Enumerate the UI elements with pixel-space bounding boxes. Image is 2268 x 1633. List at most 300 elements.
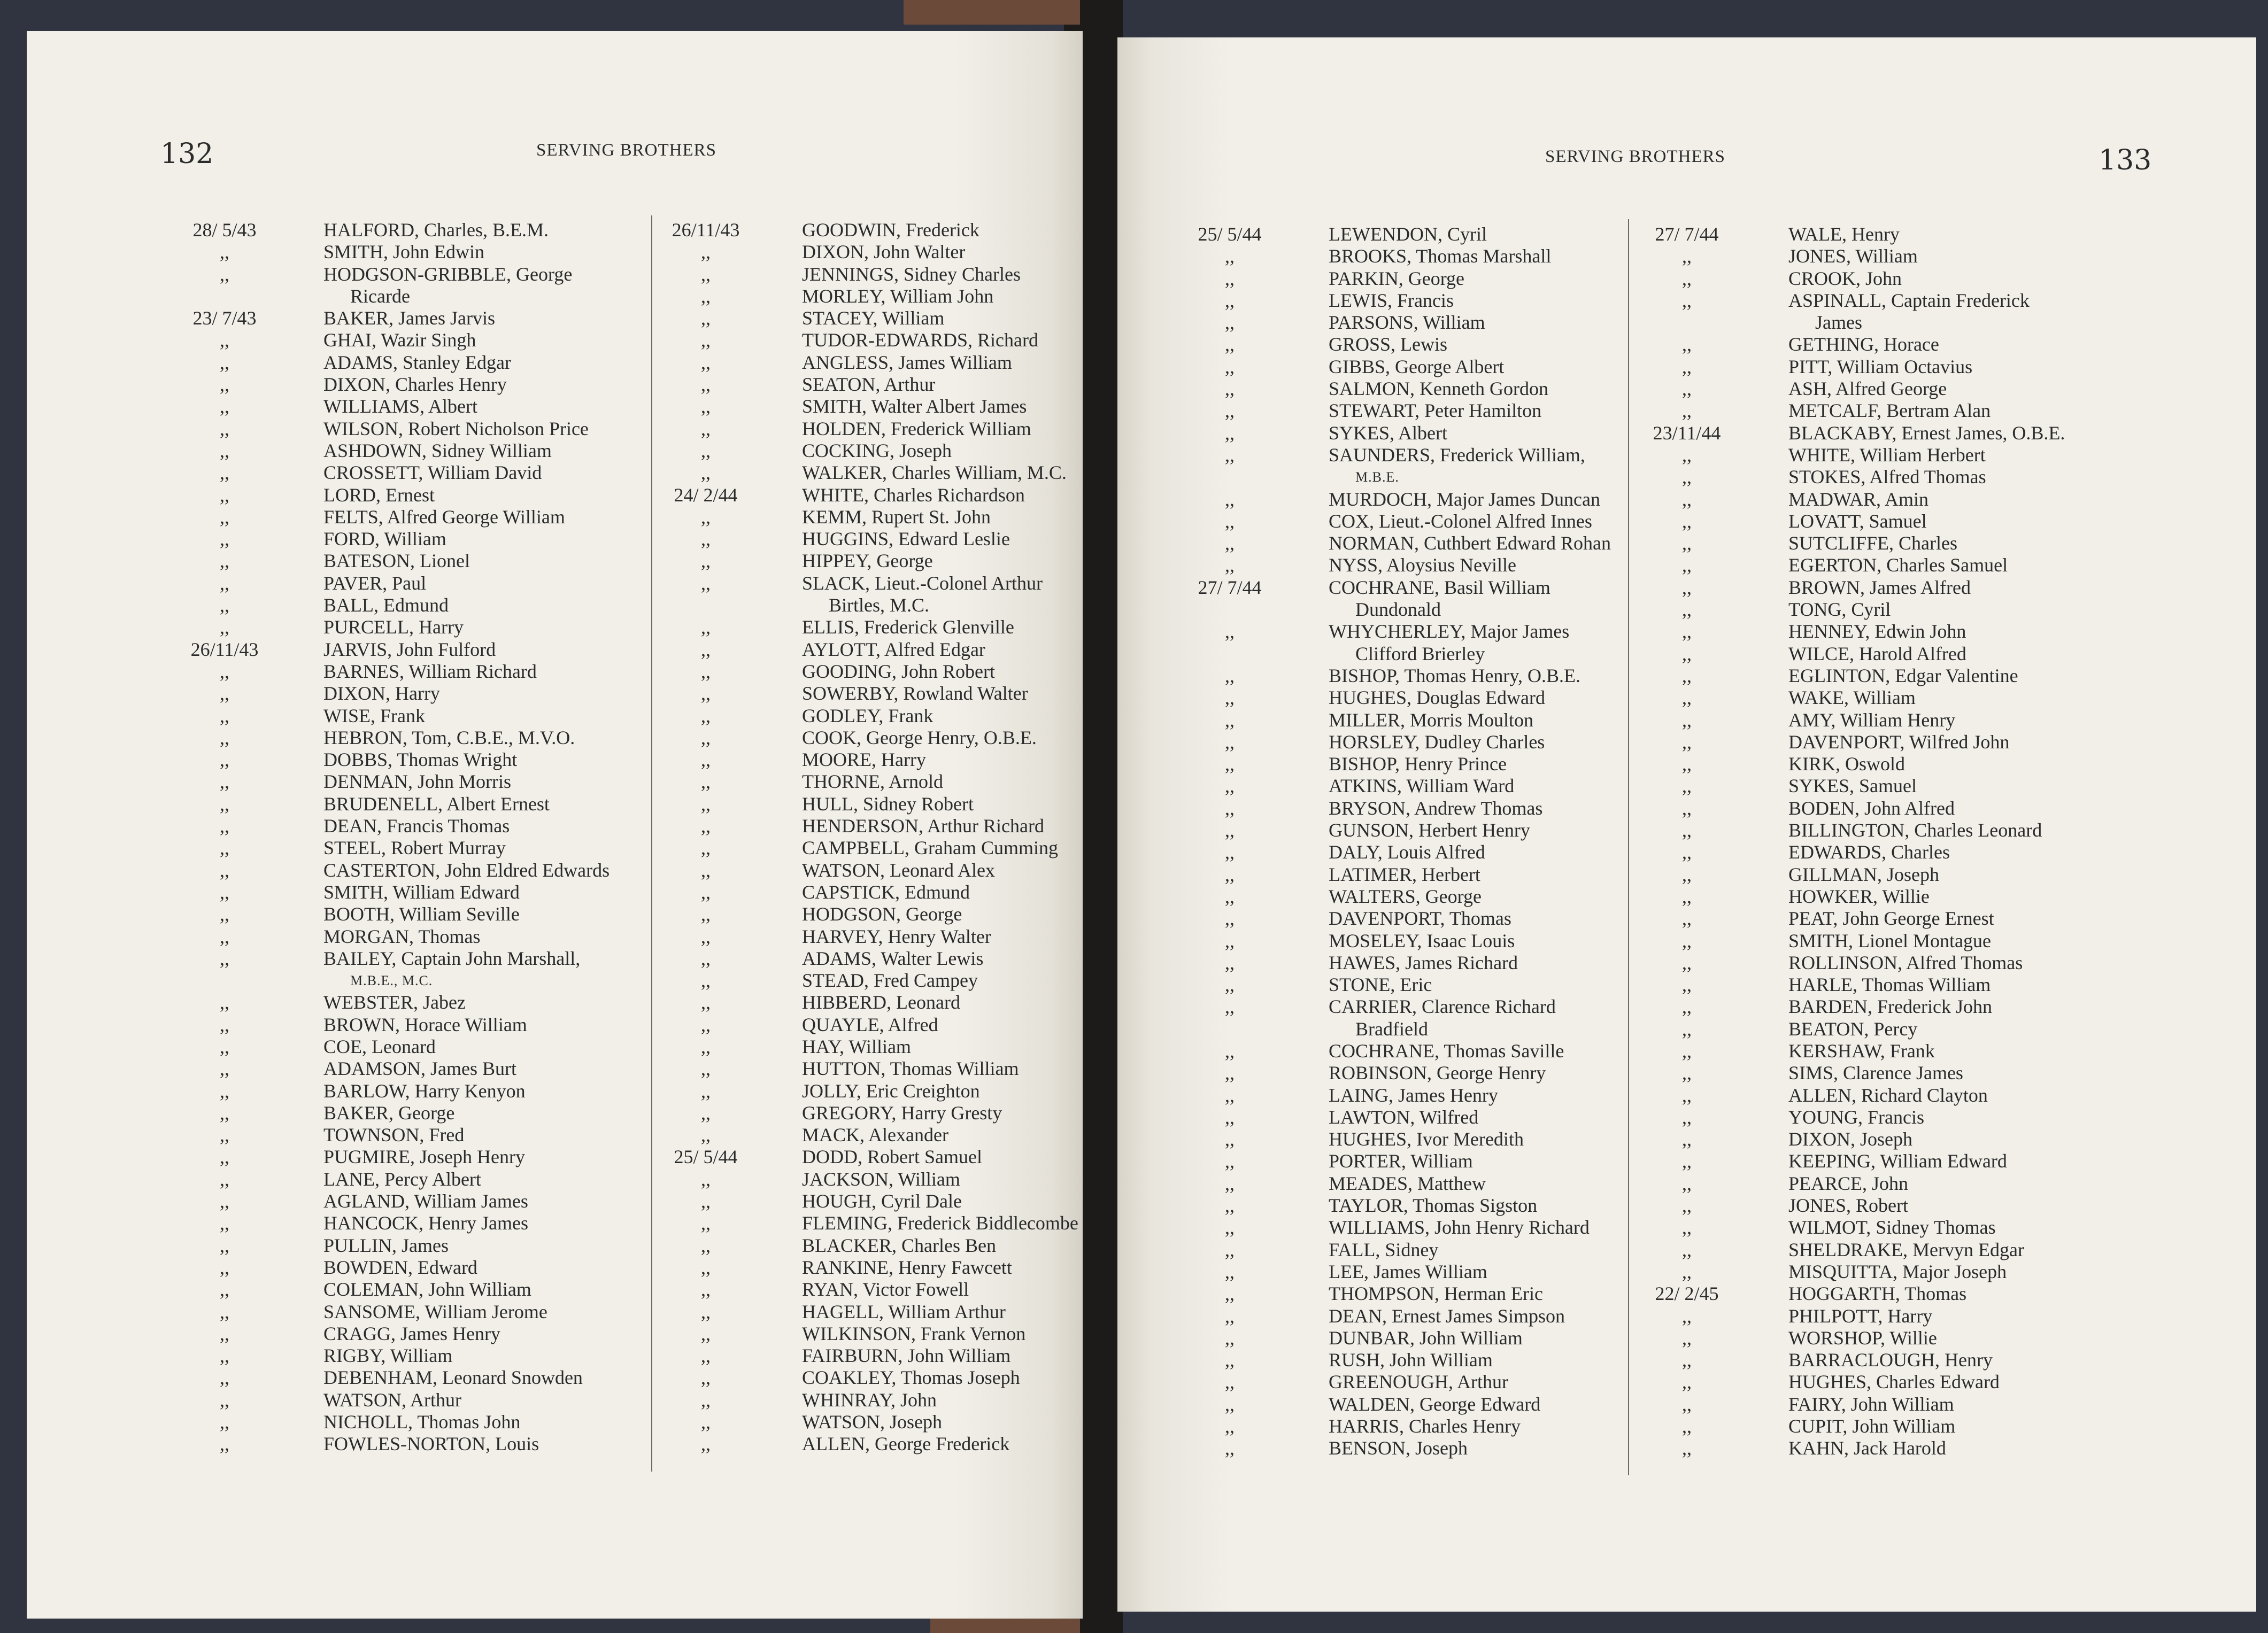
admission-date: ,, — [220, 374, 229, 396]
entry-row — [1633, 1018, 2168, 1040]
member-name: MEADES, Matthew — [1329, 1172, 1486, 1194]
admission-date: ,, — [220, 329, 229, 351]
admission-date: ,, — [701, 1279, 711, 1301]
admission-date: ,, — [1225, 1106, 1235, 1128]
entry-row — [652, 1389, 1080, 1411]
entry-row — [652, 506, 1080, 528]
member-name: MORGAN, Thomas — [323, 925, 481, 947]
entry-row — [1176, 908, 1679, 930]
entry-row — [652, 1345, 1080, 1367]
entry-row — [652, 1080, 1080, 1102]
admission-date: ,, — [701, 660, 711, 682]
member-name: COCHRANE, Thomas Saville — [1329, 1040, 1564, 1062]
admission-date: ,, — [1682, 1349, 1692, 1371]
admission-date: ,, — [220, 1301, 229, 1322]
member-name: COX, Lieut.-Colonel Alfred Innes — [1329, 510, 1592, 532]
member-name: SUTCLIFFE, Charles — [1788, 532, 1958, 554]
member-name: DENMAN, John Morris — [323, 771, 511, 793]
admission-date: ,, — [220, 528, 229, 550]
admission-date: 27/ 7/44 — [1198, 576, 1262, 598]
entry-row — [171, 881, 668, 903]
admission-date: 22/ 2/45 — [1655, 1283, 1719, 1305]
member-name: BARDEN, Frederick John — [1788, 996, 1992, 1018]
admission-date: ,, — [220, 351, 229, 373]
entry-row — [171, 484, 668, 506]
member-name: ALLEN, George Frederick — [802, 1433, 1010, 1455]
member-name: Ricarde — [350, 285, 410, 307]
admission-date: ,, — [1225, 1349, 1235, 1371]
entry-row — [171, 1433, 668, 1455]
admission-date: ,, — [220, 1411, 229, 1433]
admission-date: ,, — [220, 1212, 229, 1234]
admission-date: ,, — [1682, 753, 1692, 775]
entry-row — [171, 661, 668, 683]
admission-date: ,, — [220, 1345, 229, 1367]
entry-row — [652, 418, 1080, 440]
admission-date: ,, — [1682, 1239, 1692, 1260]
entry-row — [1633, 312, 2168, 334]
admission-date: 23/11/44 — [1653, 422, 1721, 444]
admission-date: ,, — [701, 439, 711, 461]
entry-row — [1633, 1394, 2168, 1415]
admission-date: ,, — [701, 462, 711, 484]
member-name: WALDEN, George Edward — [1329, 1393, 1541, 1415]
entry-row — [171, 440, 668, 462]
entry-row — [1176, 1283, 1679, 1305]
admission-date: ,, — [1682, 1018, 1692, 1040]
entry-row — [1633, 1106, 2168, 1128]
admission-date: ,, — [701, 793, 711, 815]
admission-date: ,, — [1225, 664, 1235, 686]
entry-row — [1633, 400, 2168, 422]
entry-row — [652, 793, 1080, 815]
name-column-2 — [1633, 223, 2168, 1460]
member-name: PORTER, William — [1329, 1150, 1473, 1172]
entry-row — [1176, 1349, 1679, 1371]
member-name: NYSS, Aloysius Neville — [1329, 554, 1517, 576]
member-name: DIXON, Charles Henry — [323, 374, 507, 396]
admission-date: ,, — [1682, 267, 1692, 289]
member-name: GIBBS, George Albert — [1329, 355, 1505, 377]
entry-row — [171, 1235, 668, 1257]
admission-date: ,, — [1225, 1415, 1235, 1437]
entry-row — [171, 329, 668, 351]
entry-row — [1633, 1173, 2168, 1195]
member-name: DEAN, Ernest James Simpson — [1329, 1305, 1565, 1327]
entry-row — [652, 639, 1080, 661]
member-name: WATSON, Joseph — [802, 1411, 943, 1433]
entry-row — [652, 1102, 1080, 1124]
member-name: GREGORY, Harry Gresty — [802, 1102, 1002, 1124]
member-name: BARRACLOUGH, Henry — [1788, 1349, 1993, 1371]
member-name: PULLIN, James — [323, 1234, 449, 1256]
admission-date: ,, — [220, 462, 229, 484]
admission-date: ,, — [701, 771, 711, 793]
admission-date: ,, — [220, 749, 229, 771]
admission-date: ,, — [1225, 488, 1235, 510]
entry-row — [652, 1411, 1080, 1433]
admission-date: ,, — [1682, 599, 1692, 621]
entry-row — [1633, 1327, 2168, 1349]
admission-date: ,, — [701, 1389, 711, 1411]
member-name: BAILEY, Captain John Marshall, — [323, 947, 581, 969]
admission-date: ,, — [1225, 930, 1235, 951]
admission-date: ,, — [701, 749, 711, 771]
entry-row — [1176, 819, 1679, 841]
entry-row — [1633, 908, 2168, 930]
member-name: GREENOUGH, Arthur — [1329, 1371, 1508, 1393]
admission-date: 28/ 5/43 — [192, 219, 257, 241]
member-name: LEE, James William — [1329, 1260, 1487, 1282]
entry-row — [652, 440, 1080, 462]
entry-row — [1176, 1239, 1679, 1261]
member-name: RYAN, Victor Fowell — [802, 1279, 969, 1301]
member-name: SALMON, Kenneth Gordon — [1329, 378, 1548, 400]
member-name: HOGGARTH, Thomas — [1788, 1283, 1967, 1305]
entry-row — [1633, 841, 2168, 863]
left-page — [27, 31, 1083, 1619]
admission-date: ,, — [701, 1124, 711, 1146]
entry-row — [1176, 974, 1679, 996]
admission-date: ,, — [220, 1146, 229, 1168]
entry-row — [1633, 709, 2168, 731]
admission-date: ,, — [1225, 731, 1235, 753]
entry-row — [1633, 819, 2168, 841]
admission-date: ,, — [701, 992, 711, 1013]
entry-row — [652, 837, 1080, 859]
entry-row — [1176, 444, 1679, 466]
entry-row — [171, 1411, 668, 1433]
member-name: FLEMING, Frederick Biddlecombe — [802, 1212, 1078, 1234]
member-name: LAWTON, Wilfred — [1329, 1106, 1479, 1128]
entry-row — [652, 970, 1080, 992]
entry-row — [171, 992, 668, 1013]
member-name: COLEMAN, John William — [323, 1279, 531, 1301]
member-name: HIPPEY, George — [802, 550, 933, 572]
admission-date: ,, — [220, 1190, 229, 1212]
entry-row — [1176, 1261, 1679, 1283]
admission-date: ,, — [1682, 643, 1692, 664]
member-name: JOLLY, Eric Creighton — [802, 1080, 980, 1102]
entry-row — [1176, 643, 1679, 665]
admission-date: ,, — [1682, 1128, 1692, 1150]
admission-date: ,, — [1225, 1437, 1235, 1459]
admission-date: ,, — [220, 1367, 229, 1389]
member-name: MORLEY, William John — [802, 285, 994, 307]
entry-row — [1633, 577, 2168, 599]
member-name: CAMPBELL, Graham Cumming — [802, 837, 1058, 859]
member-name: HUTTON, Thomas William — [802, 1058, 1019, 1080]
admission-date: ,, — [220, 925, 229, 947]
admission-date: ,, — [1225, 687, 1235, 709]
member-name: WILKINSON, Frank Vernon — [802, 1322, 1026, 1344]
member-name: HODGSON-GRIBBLE, George — [323, 263, 573, 285]
member-name: JONES, Robert — [1788, 1195, 1908, 1217]
member-name: YOUNG, Francis — [1788, 1106, 1924, 1128]
admission-date: ,, — [1225, 1172, 1235, 1194]
entry-row — [1633, 290, 2168, 312]
member-name: WEBSTER, Jabez — [323, 992, 466, 1013]
admission-date: ,, — [701, 307, 711, 329]
admission-date: ,, — [220, 1102, 229, 1124]
entry-row — [1633, 599, 2168, 621]
member-name: WILMOT, Sidney Thomas — [1788, 1217, 1996, 1239]
entry-row — [1633, 930, 2168, 952]
name-column-2 — [652, 219, 1080, 1456]
admission-date: ,, — [220, 1124, 229, 1146]
entry-row — [171, 396, 668, 417]
right-page — [1117, 37, 2256, 1612]
entry-row — [171, 903, 668, 925]
admission-date: ,, — [1682, 1040, 1692, 1062]
entry-row — [652, 661, 1080, 683]
entry-row — [652, 1014, 1080, 1036]
admission-date: ,, — [1225, 378, 1235, 400]
admission-date: ,, — [1225, 1260, 1235, 1282]
entry-row — [652, 705, 1080, 727]
admission-date: ,, — [1682, 334, 1692, 355]
entry-row — [652, 1190, 1080, 1212]
admission-date: ,, — [701, 1345, 711, 1367]
entry-row — [171, 352, 668, 374]
member-name: DIXON, Harry — [323, 683, 440, 705]
member-name: BAKER, James Jarvis — [323, 307, 495, 329]
member-name: CUPIT, John William — [1788, 1415, 1956, 1437]
entry-row — [652, 484, 1080, 506]
admission-date: ,, — [1682, 444, 1692, 466]
admission-date: 25/ 5/44 — [674, 1146, 738, 1168]
admission-date: ,, — [1225, 996, 1235, 1018]
admission-date: ,, — [1225, 974, 1235, 996]
member-name: STONE, Eric — [1329, 974, 1432, 996]
member-name: FALL, Sidney — [1329, 1239, 1439, 1260]
member-name: BISHOP, Henry Prince — [1329, 753, 1507, 775]
member-name: STEAD, Fred Campey — [802, 970, 978, 992]
entry-row — [1176, 466, 1679, 488]
member-name: COCHRANE, Basil William — [1329, 576, 1550, 598]
member-name: PARKIN, George — [1329, 267, 1465, 289]
member-name: HAGELL, William Arthur — [802, 1301, 1006, 1322]
member-name: COCKING, Joseph — [802, 439, 952, 461]
admission-date: ,, — [220, 572, 229, 594]
member-name: BROWN, Horace William — [323, 1013, 527, 1035]
member-name: ROBINSON, George Henry — [1329, 1062, 1546, 1084]
admission-date: ,, — [1682, 1062, 1692, 1084]
member-name: NORMAN, Cuthbert Edward Rohan — [1329, 532, 1611, 554]
entry-row — [1176, 268, 1679, 290]
member-name: M.B.E. — [1355, 469, 1399, 485]
member-name: GUNSON, Herbert Henry — [1329, 819, 1530, 841]
member-name: BAKER, George — [323, 1102, 455, 1124]
member-name: HOLDEN, Frederick William — [802, 417, 1031, 439]
member-name: KERSHAW, Frank — [1788, 1040, 1935, 1062]
member-name: KEEPING, William Edward — [1788, 1150, 2007, 1172]
member-name: HARLE, Thomas William — [1788, 974, 1991, 996]
member-name: RUSH, John William — [1329, 1349, 1493, 1371]
entry-row — [652, 926, 1080, 948]
member-name: CASTERTON, John Eldred Edwards — [323, 859, 610, 881]
member-name: SYKES, Albert — [1329, 422, 1448, 444]
admission-date: ,, — [1682, 378, 1692, 400]
member-name: GODLEY, Frank — [802, 705, 934, 726]
admission-date: ,, — [1682, 1437, 1692, 1459]
member-name: HAY, William — [802, 1035, 911, 1057]
entry-row — [1633, 775, 2168, 797]
admission-date: ,, — [701, 528, 711, 550]
entry-row — [171, 1257, 668, 1279]
admission-date: 23/ 7/43 — [192, 307, 257, 329]
member-name: GHAI, Wazir Singh — [323, 329, 476, 351]
name-column-1 — [1176, 223, 1679, 1460]
entry-row — [1633, 1217, 2168, 1239]
entry-row — [652, 860, 1080, 881]
member-name: PAVER, Paul — [323, 572, 427, 594]
member-name: SLACK, Lieut.-Colonel Arthur — [802, 572, 1043, 594]
entry-row — [652, 1301, 1080, 1323]
entry-row — [171, 860, 668, 881]
entry-row — [1176, 599, 1679, 621]
entry-row — [652, 1124, 1080, 1146]
admission-date: ,, — [1682, 885, 1692, 907]
page-number: 132 — [160, 138, 214, 170]
member-name: COAKLEY, Thomas Joseph — [802, 1367, 1020, 1389]
entry-row — [652, 881, 1080, 903]
entry-row — [171, 793, 668, 815]
admission-date: ,, — [1225, 400, 1235, 422]
admission-date: ,, — [1682, 400, 1692, 422]
entry-row — [171, 616, 668, 638]
admission-date: ,, — [220, 1013, 229, 1035]
member-name: HENDERSON, Arthur Richard — [802, 815, 1044, 837]
admission-date: ,, — [1682, 510, 1692, 532]
member-name: MURDOCH, Major James Duncan — [1329, 488, 1600, 510]
member-name: FORD, William — [323, 528, 446, 550]
member-name: ROLLINSON, Alfred Thomas — [1788, 951, 2023, 973]
member-name: Clifford Brierley — [1355, 643, 1485, 664]
admission-date: ,, — [701, 815, 711, 837]
member-name: HODGSON, George — [802, 903, 962, 925]
entry-row — [652, 1058, 1080, 1080]
member-name: WATSON, Arthur — [323, 1389, 461, 1411]
member-name: Bradfield — [1355, 1018, 1428, 1040]
entry-row — [1176, 223, 1679, 245]
entry-row — [1633, 1261, 2168, 1283]
member-name: TONG, Cyril — [1788, 599, 1891, 621]
entry-row — [171, 639, 668, 661]
entry-row — [1176, 1173, 1679, 1195]
admission-date: ,, — [220, 683, 229, 705]
admission-date: ,, — [1225, 775, 1235, 797]
member-name: BARNES, William Richard — [323, 660, 537, 682]
member-name: LATIMER, Herbert — [1329, 863, 1480, 885]
member-name: CROOK, John — [1788, 267, 1902, 289]
member-name: WILLIAMS, John Henry Richard — [1329, 1217, 1590, 1239]
entry-row — [171, 1323, 668, 1345]
entry-row — [652, 1146, 1080, 1168]
member-name: WISE, Frank — [323, 705, 425, 726]
member-name: WHYCHERLEY, Major James — [1329, 621, 1570, 643]
entry-row — [1633, 974, 2168, 996]
admission-date: ,, — [1682, 974, 1692, 996]
member-name: SAUNDERS, Frederick William, — [1329, 444, 1585, 466]
admission-date: ,, — [1682, 1084, 1692, 1106]
member-name: BILLINGTON, Charles Leonard — [1788, 819, 2042, 841]
entry-row — [171, 1190, 668, 1212]
member-name: BISHOP, Thomas Henry, O.B.E. — [1329, 664, 1581, 686]
entry-row — [1633, 1085, 2168, 1106]
admission-date: ,, — [220, 241, 229, 263]
entry-row — [1176, 312, 1679, 334]
member-name: LORD, Ernest — [323, 484, 435, 506]
admission-date: ,, — [701, 506, 711, 528]
member-name: DOBBS, Thomas Wright — [323, 749, 518, 771]
admission-date: ,, — [701, 1058, 711, 1080]
entry-row — [1633, 798, 2168, 819]
entry-row — [171, 285, 668, 307]
member-name: MILLER, Morris Moulton — [1329, 709, 1533, 731]
admission-date: ,, — [220, 439, 229, 461]
member-name: WAKE, William — [1788, 687, 1916, 709]
member-name: HANCOCK, Henry James — [323, 1212, 528, 1234]
member-name: ALLEN, Richard Clayton — [1788, 1084, 1988, 1106]
entry-row — [1633, 1349, 2168, 1371]
entry-row — [1176, 1327, 1679, 1349]
entry-row — [171, 815, 668, 837]
admission-date: ,, — [701, 241, 711, 263]
admission-date: ,, — [220, 793, 229, 815]
entry-row — [1633, 665, 2168, 687]
entry-row — [1176, 510, 1679, 532]
admission-date: ,, — [1682, 1106, 1692, 1128]
member-name: BATESON, Lionel — [323, 550, 470, 572]
member-name: QUAYLE, Alfred — [802, 1013, 938, 1035]
member-name: WILSON, Robert Nicholson Price — [323, 417, 589, 439]
admission-date: ,, — [1225, 1393, 1235, 1415]
member-name: ADAMSON, James Burt — [323, 1058, 517, 1080]
entry-row — [1176, 841, 1679, 863]
member-name: DAVENPORT, Thomas — [1329, 908, 1511, 930]
entry-row — [652, 771, 1080, 793]
member-name: LANE, Percy Albert — [323, 1168, 481, 1190]
entry-row — [652, 550, 1080, 572]
entry-row — [171, 1036, 668, 1058]
entry-row — [1176, 1394, 1679, 1415]
admission-date: ,, — [701, 1411, 711, 1433]
entry-row — [1176, 577, 1679, 599]
member-name: SEATON, Arthur — [802, 374, 936, 396]
entry-row — [171, 1124, 668, 1146]
admission-date: ,, — [1225, 510, 1235, 532]
running-head: SERVING BROTHERS — [536, 141, 716, 160]
admission-date: ,, — [220, 1433, 229, 1455]
member-name: WALE, Henry — [1788, 223, 1900, 245]
member-name: BLACKER, Charles Ben — [802, 1234, 996, 1256]
entry-row — [171, 1212, 668, 1234]
member-name: DODD, Robert Samuel — [802, 1146, 982, 1168]
admission-date: ,, — [1682, 554, 1692, 576]
member-name: HUGHES, Charles Edward — [1788, 1371, 2000, 1393]
member-name: WILLIAMS, Albert — [323, 396, 477, 417]
admission-date: ,, — [1682, 930, 1692, 951]
entry-row — [652, 396, 1080, 417]
member-name: James — [1815, 312, 1862, 334]
entry-row — [1633, 268, 2168, 290]
entry-row — [652, 1279, 1080, 1301]
admission-date: ,, — [701, 374, 711, 396]
admission-date: ,, — [1225, 885, 1235, 907]
entry-row — [652, 815, 1080, 837]
member-name: KIRK, Oswold — [1788, 753, 1906, 775]
